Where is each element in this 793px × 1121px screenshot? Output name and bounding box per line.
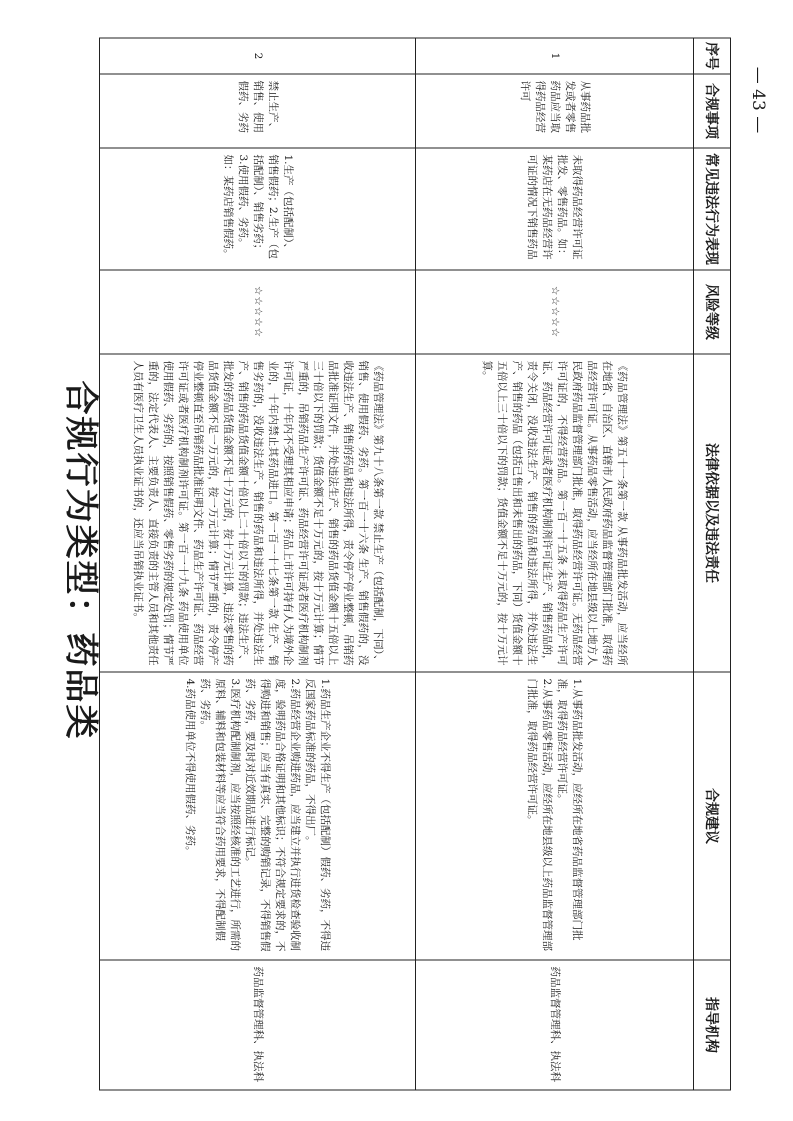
guiding-agency: 药品监督管理科、执法科 [100,960,416,1090]
table-row [416,38,694,1090]
header-no: 序号 [694,38,731,74]
header-advice: 合规建议 [694,672,731,960]
header-risk: 风险等级 [694,270,731,354]
legal-basis: 《药品管理法》第九十八条第一款 禁止生产（包括配制，下同）、销售、使用假药、劣药。第一百一十六条 生产、销售假药的，没收违法生产、销售的药品和违法所得，责令停产停业整顿，吊销药品批准证明文件，并处违法生产、销售的药品货值金额十五倍以上三十倍以下的罚款；货值金额不足十万元的，按十万元计算；情节严重的，吊销药品生产许可证、药品经营许可证或者医疗机构制剂许可证，十年内不受理其相应申请；药品上市许可持有人为境外企业的，十年内禁止其药品进口。第一百一十七条第一款 生产、销售劣药的，没收违法生产、销售的药品和违法所得，并处违法生产、销售的药品货值金额十倍以上二十倍以下的罚款；违法生产、批发的药品货值金额不足十万元的，按十万元计算，违法零售的药品货值金额不足一万元的，按一万元计算；情节严重的，责令停产停业整顿直至吊销药品批准证明文件、药品生产许可证、药品经营许可证或者医疗机构制剂许可证。第一百一十九条 药品使用单位使用假药、劣药的，按照销售假药、零售劣药的规定处罚；情节严重的，法定代表人、主要负责人、直接负责的主管人员和其他责任人员有医疗卫生人员执业证书的，还应当吊销执业证书。 [100,354,416,672]
risk-level: ☆☆☆☆☆ [100,270,416,354]
advice-paragraph: 2.药品经营企业购进药品，应当建立并执行进货检查验收制度，验明药品合格证明和其他标识；不符合规定要求的，不得购进和销售；应当有真实、完整的购销记录，不得销售假药、劣药，要及时对近效期品进行标记。 [244,678,302,952]
advice-paragraph: 1.从事药品批发活动，应经所在地省药品监督管理部门批准，取得药品经营许可证。 [556,678,584,941]
table-header-row [694,38,731,1090]
table-frame [100,38,730,1090]
document-title-text: 合规行为类型：药品类 [60,380,101,740]
header-basis: 法律依据以及违法责任 [694,354,731,672]
compliance-advice [416,672,694,960]
advice-paragraph: 3.医疗机构配制制剂，应当按照经核准的工艺进行，所需的原料、辅料和包装材料等应当符合药用要求，不得配制假药、劣药。 [199,678,242,952]
page-number [733,40,783,160]
header-behavior: 常见违法行为表现 [694,148,731,270]
violation-behavior: 未取得药品经营许可证批发、零售药品。如：某药店在无药品经营许可证的情况下销售药品 [416,148,694,270]
advice-paragraph: 1.药品生产企业不得生产（包括配制）假药、劣药，不得违反国家药品标准的药品，不得出厂。 [304,678,332,952]
advice-paragraph: 2.从事药品零售活动，应经所在地县级以上药品监督管理部门批准，取得药品经营许可证。 [526,678,554,952]
header-item: 合规事项 [694,74,731,148]
header-guide: 指导机构 [694,960,731,1090]
risk-level: ☆☆☆☆☆ [416,270,694,354]
row-number: 2 [100,38,416,74]
guiding-agency: 药品监督管理科、执法科 [416,960,694,1090]
compliance-item: 从事药品批发或者零售药品应当取得药品经营许可 [416,74,694,148]
advice-paragraph: 4.药品使用单位不得使用假药、劣药。 [184,678,197,857]
compliance-advice [100,672,416,960]
violation-behavior: 1.生产（包括配制）、销售假药；2.生产（包括配制）、销售劣药；3.使用假药、劣药。如：某药店销售假药。 [100,148,416,270]
legal-basis: 《药品管理法》第五十一条第一款 从事药品批发活动，应当经所在地省、自治区、直辖市人民政府药品监督管理部门批准，取得药品经营许可证。从事药品零售活动，应当经所在地县级以上地方人民政府药品监督管理部门批准，取得药品经营许可证。无药品经营许可证的，不得经营药品。第一百一十五条 未取得药品生产许可证、药品经营许可证或者医疗机构制剂许可证生产、销售药品的，责令关闭，没收违法生产、销售的药品和违法所得，并处违法生产、销售的药品（包括已售出和未售出的药品，下同）货值金额十五倍以上三十倍以下的罚款；货值金额不足十万元的，按十万元计算。 [416,354,694,672]
compliance-item: 禁止生产、销售、使用假药、劣药 [100,74,416,148]
table-row [100,38,416,1090]
page-number-text: — 43 — [748,66,769,134]
compliance-table [99,38,731,1091]
row-number: 1 [416,38,694,74]
